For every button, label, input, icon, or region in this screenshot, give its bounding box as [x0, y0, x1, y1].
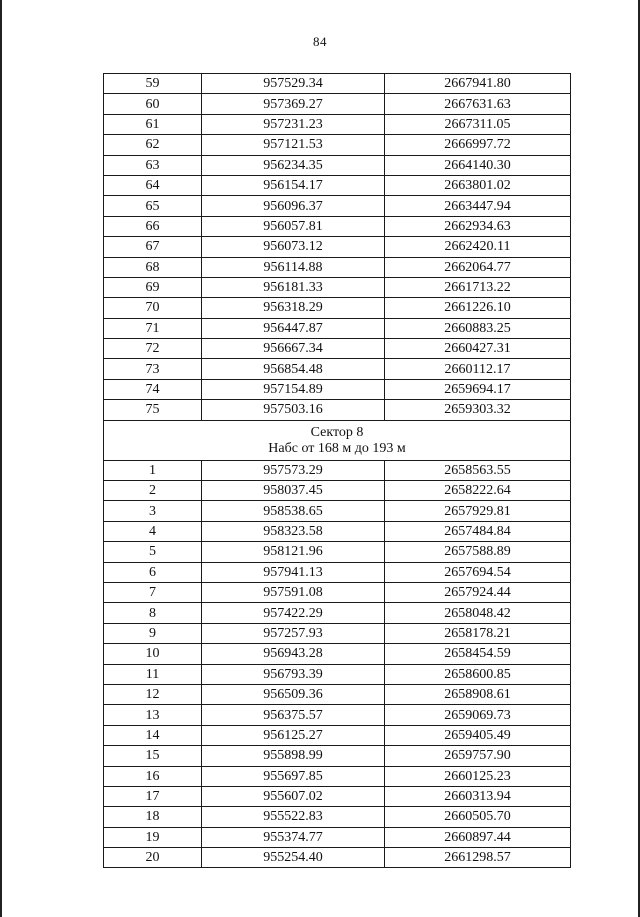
- point-number-cell: 69: [104, 277, 202, 297]
- x-coordinate-cell: 956943.28: [202, 644, 385, 664]
- y-coordinate-cell: 2660125.23: [385, 766, 571, 786]
- sector-header-row: [104, 420, 571, 460]
- point-number-cell: 63: [104, 155, 202, 175]
- page-number: 84: [313, 34, 327, 49]
- table-row: [104, 827, 571, 847]
- x-coordinate-cell: 955697.85: [202, 766, 385, 786]
- y-coordinate-cell: 2664140.30: [385, 155, 571, 175]
- x-coordinate-cell: 955607.02: [202, 786, 385, 806]
- y-coordinate-cell: 2660112.17: [385, 359, 571, 379]
- x-coordinate-cell: 955254.40: [202, 848, 385, 868]
- table-row: [104, 766, 571, 786]
- table-row: [104, 705, 571, 725]
- y-coordinate-cell: 2662064.77: [385, 257, 571, 277]
- scan-border-left: [0, 0, 2, 917]
- table-row: [104, 603, 571, 623]
- y-coordinate-cell: 2659069.73: [385, 705, 571, 725]
- x-coordinate-cell: 957369.27: [202, 94, 385, 114]
- y-coordinate-cell: 2659303.32: [385, 400, 571, 420]
- x-coordinate-cell: 958037.45: [202, 481, 385, 501]
- x-coordinate-cell: 956793.39: [202, 664, 385, 684]
- point-number-cell: 2: [104, 481, 202, 501]
- y-coordinate-cell: 2660883.25: [385, 318, 571, 338]
- table-row: [104, 501, 571, 521]
- x-coordinate-cell: 956375.57: [202, 705, 385, 725]
- table-row: [104, 460, 571, 480]
- table-row: [104, 196, 571, 216]
- y-coordinate-cell: 2666997.72: [385, 135, 571, 155]
- point-number-cell: 72: [104, 339, 202, 359]
- point-number-cell: 65: [104, 196, 202, 216]
- table-body-sector-8: [104, 460, 571, 868]
- x-coordinate-cell: 956057.81: [202, 216, 385, 236]
- y-coordinate-cell: 2657929.81: [385, 501, 571, 521]
- x-coordinate-cell: 956096.37: [202, 196, 385, 216]
- y-coordinate-cell: 2661713.22: [385, 277, 571, 297]
- table-body-previous-sector: [104, 74, 571, 421]
- point-number-cell: 67: [104, 237, 202, 257]
- table-row: [104, 298, 571, 318]
- point-number-cell: 3: [104, 501, 202, 521]
- point-number-cell: 74: [104, 379, 202, 399]
- point-number-cell: 16: [104, 766, 202, 786]
- y-coordinate-cell: 2659757.90: [385, 746, 571, 766]
- table-row: [104, 94, 571, 114]
- x-coordinate-cell: 956154.17: [202, 175, 385, 195]
- x-coordinate-cell: 958323.58: [202, 521, 385, 541]
- x-coordinate-cell: 957121.53: [202, 135, 385, 155]
- point-number-cell: 60: [104, 94, 202, 114]
- x-coordinate-cell: 956125.27: [202, 725, 385, 745]
- table-row: [104, 359, 571, 379]
- table-row: [104, 175, 571, 195]
- y-coordinate-cell: 2667631.63: [385, 94, 571, 114]
- table-row: [104, 807, 571, 827]
- table-row: [104, 277, 571, 297]
- x-coordinate-cell: 956509.36: [202, 684, 385, 704]
- table-row: [104, 664, 571, 684]
- point-number-cell: 75: [104, 400, 202, 420]
- point-number-cell: 59: [104, 74, 202, 94]
- table-row: [104, 684, 571, 704]
- x-coordinate-cell: 957154.89: [202, 379, 385, 399]
- point-number-cell: 64: [104, 175, 202, 195]
- point-number-cell: 68: [104, 257, 202, 277]
- point-number-cell: 4: [104, 521, 202, 541]
- table-row: [104, 318, 571, 338]
- x-coordinate-cell: 956073.12: [202, 237, 385, 257]
- y-coordinate-cell: 2663801.02: [385, 175, 571, 195]
- point-number-cell: 62: [104, 135, 202, 155]
- point-number-cell: 17: [104, 786, 202, 806]
- point-number-cell: 18: [104, 807, 202, 827]
- coordinates-table: [103, 73, 571, 868]
- y-coordinate-cell: 2660427.31: [385, 339, 571, 359]
- y-coordinate-cell: 2658454.59: [385, 644, 571, 664]
- point-number-cell: 70: [104, 298, 202, 318]
- table-row: [104, 155, 571, 175]
- point-number-cell: 71: [104, 318, 202, 338]
- y-coordinate-cell: 2658908.61: [385, 684, 571, 704]
- table-row: [104, 623, 571, 643]
- y-coordinate-cell: 2667941.80: [385, 74, 571, 94]
- table-row: [104, 746, 571, 766]
- y-coordinate-cell: 2657588.89: [385, 542, 571, 562]
- y-coordinate-cell: 2657694.54: [385, 562, 571, 582]
- y-coordinate-cell: 2658222.64: [385, 481, 571, 501]
- point-number-cell: 66: [104, 216, 202, 236]
- x-coordinate-cell: 956318.29: [202, 298, 385, 318]
- point-number-cell: 20: [104, 848, 202, 868]
- y-coordinate-cell: 2661226.10: [385, 298, 571, 318]
- y-coordinate-cell: 2659405.49: [385, 725, 571, 745]
- point-number-cell: 1: [104, 460, 202, 480]
- table-row: [104, 379, 571, 399]
- sector-header-cell: [104, 420, 571, 460]
- x-coordinate-cell: 958538.65: [202, 501, 385, 521]
- point-number-cell: 73: [104, 359, 202, 379]
- y-coordinate-cell: 2667311.05: [385, 114, 571, 134]
- x-coordinate-cell: 957529.34: [202, 74, 385, 94]
- table-row: [104, 562, 571, 582]
- y-coordinate-cell: 2662420.11: [385, 237, 571, 257]
- table-row: [104, 257, 571, 277]
- table-row: [104, 400, 571, 420]
- x-coordinate-cell: 957503.16: [202, 400, 385, 420]
- point-number-cell: 7: [104, 582, 202, 602]
- y-coordinate-cell: 2658563.55: [385, 460, 571, 480]
- x-coordinate-cell: 956114.88: [202, 257, 385, 277]
- point-number-cell: 15: [104, 746, 202, 766]
- table-row: [104, 74, 571, 94]
- point-number-cell: 12: [104, 684, 202, 704]
- point-number-cell: 5: [104, 542, 202, 562]
- y-coordinate-cell: 2658178.21: [385, 623, 571, 643]
- y-coordinate-cell: 2657924.44: [385, 582, 571, 602]
- x-coordinate-cell: 957231.23: [202, 114, 385, 134]
- x-coordinate-cell: 955522.83: [202, 807, 385, 827]
- y-coordinate-cell: 2662934.63: [385, 216, 571, 236]
- y-coordinate-cell: 2663447.94: [385, 196, 571, 216]
- table-row: [104, 481, 571, 501]
- y-coordinate-cell: 2659694.17: [385, 379, 571, 399]
- y-coordinate-cell: 2658048.42: [385, 603, 571, 623]
- x-coordinate-cell: 956854.48: [202, 359, 385, 379]
- table-row: [104, 339, 571, 359]
- x-coordinate-cell: 955374.77: [202, 827, 385, 847]
- y-coordinate-cell: 2661298.57: [385, 848, 571, 868]
- point-number-cell: 6: [104, 562, 202, 582]
- point-number-cell: 10: [104, 644, 202, 664]
- x-coordinate-cell: 957573.29: [202, 460, 385, 480]
- point-number-cell: 13: [104, 705, 202, 725]
- y-coordinate-cell: 2658600.85: [385, 664, 571, 684]
- x-coordinate-cell: 957422.29: [202, 603, 385, 623]
- table-row: [104, 644, 571, 664]
- sector-subtitle: Набс от 168 м до 193 м: [268, 440, 406, 456]
- x-coordinate-cell: 958121.96: [202, 542, 385, 562]
- table-row: [104, 135, 571, 155]
- sector-header-group: [104, 420, 571, 460]
- point-number-cell: 8: [104, 603, 202, 623]
- table-row: [104, 582, 571, 602]
- y-coordinate-cell: 2660313.94: [385, 786, 571, 806]
- x-coordinate-cell: 957257.93: [202, 623, 385, 643]
- x-coordinate-cell: 956181.33: [202, 277, 385, 297]
- y-coordinate-cell: 2657484.84: [385, 521, 571, 541]
- table-row: [104, 216, 571, 236]
- x-coordinate-cell: 956667.34: [202, 339, 385, 359]
- x-coordinate-cell: 956447.87: [202, 318, 385, 338]
- table-row: [104, 237, 571, 257]
- table-row: [104, 521, 571, 541]
- y-coordinate-cell: 2660897.44: [385, 827, 571, 847]
- point-number-cell: 11: [104, 664, 202, 684]
- point-number-cell: 9: [104, 623, 202, 643]
- table-row: [104, 725, 571, 745]
- point-number-cell: 61: [104, 114, 202, 134]
- x-coordinate-cell: 955898.99: [202, 746, 385, 766]
- y-coordinate-cell: 2660505.70: [385, 807, 571, 827]
- table-row: [104, 114, 571, 134]
- point-number-cell: 19: [104, 827, 202, 847]
- table-row: [104, 542, 571, 562]
- sector-title: Сектор 8: [310, 424, 364, 440]
- x-coordinate-cell: 957591.08: [202, 582, 385, 602]
- x-coordinate-cell: 957941.13: [202, 562, 385, 582]
- x-coordinate-cell: 956234.35: [202, 155, 385, 175]
- table-row: [104, 848, 571, 868]
- table-row: [104, 786, 571, 806]
- point-number-cell: 14: [104, 725, 202, 745]
